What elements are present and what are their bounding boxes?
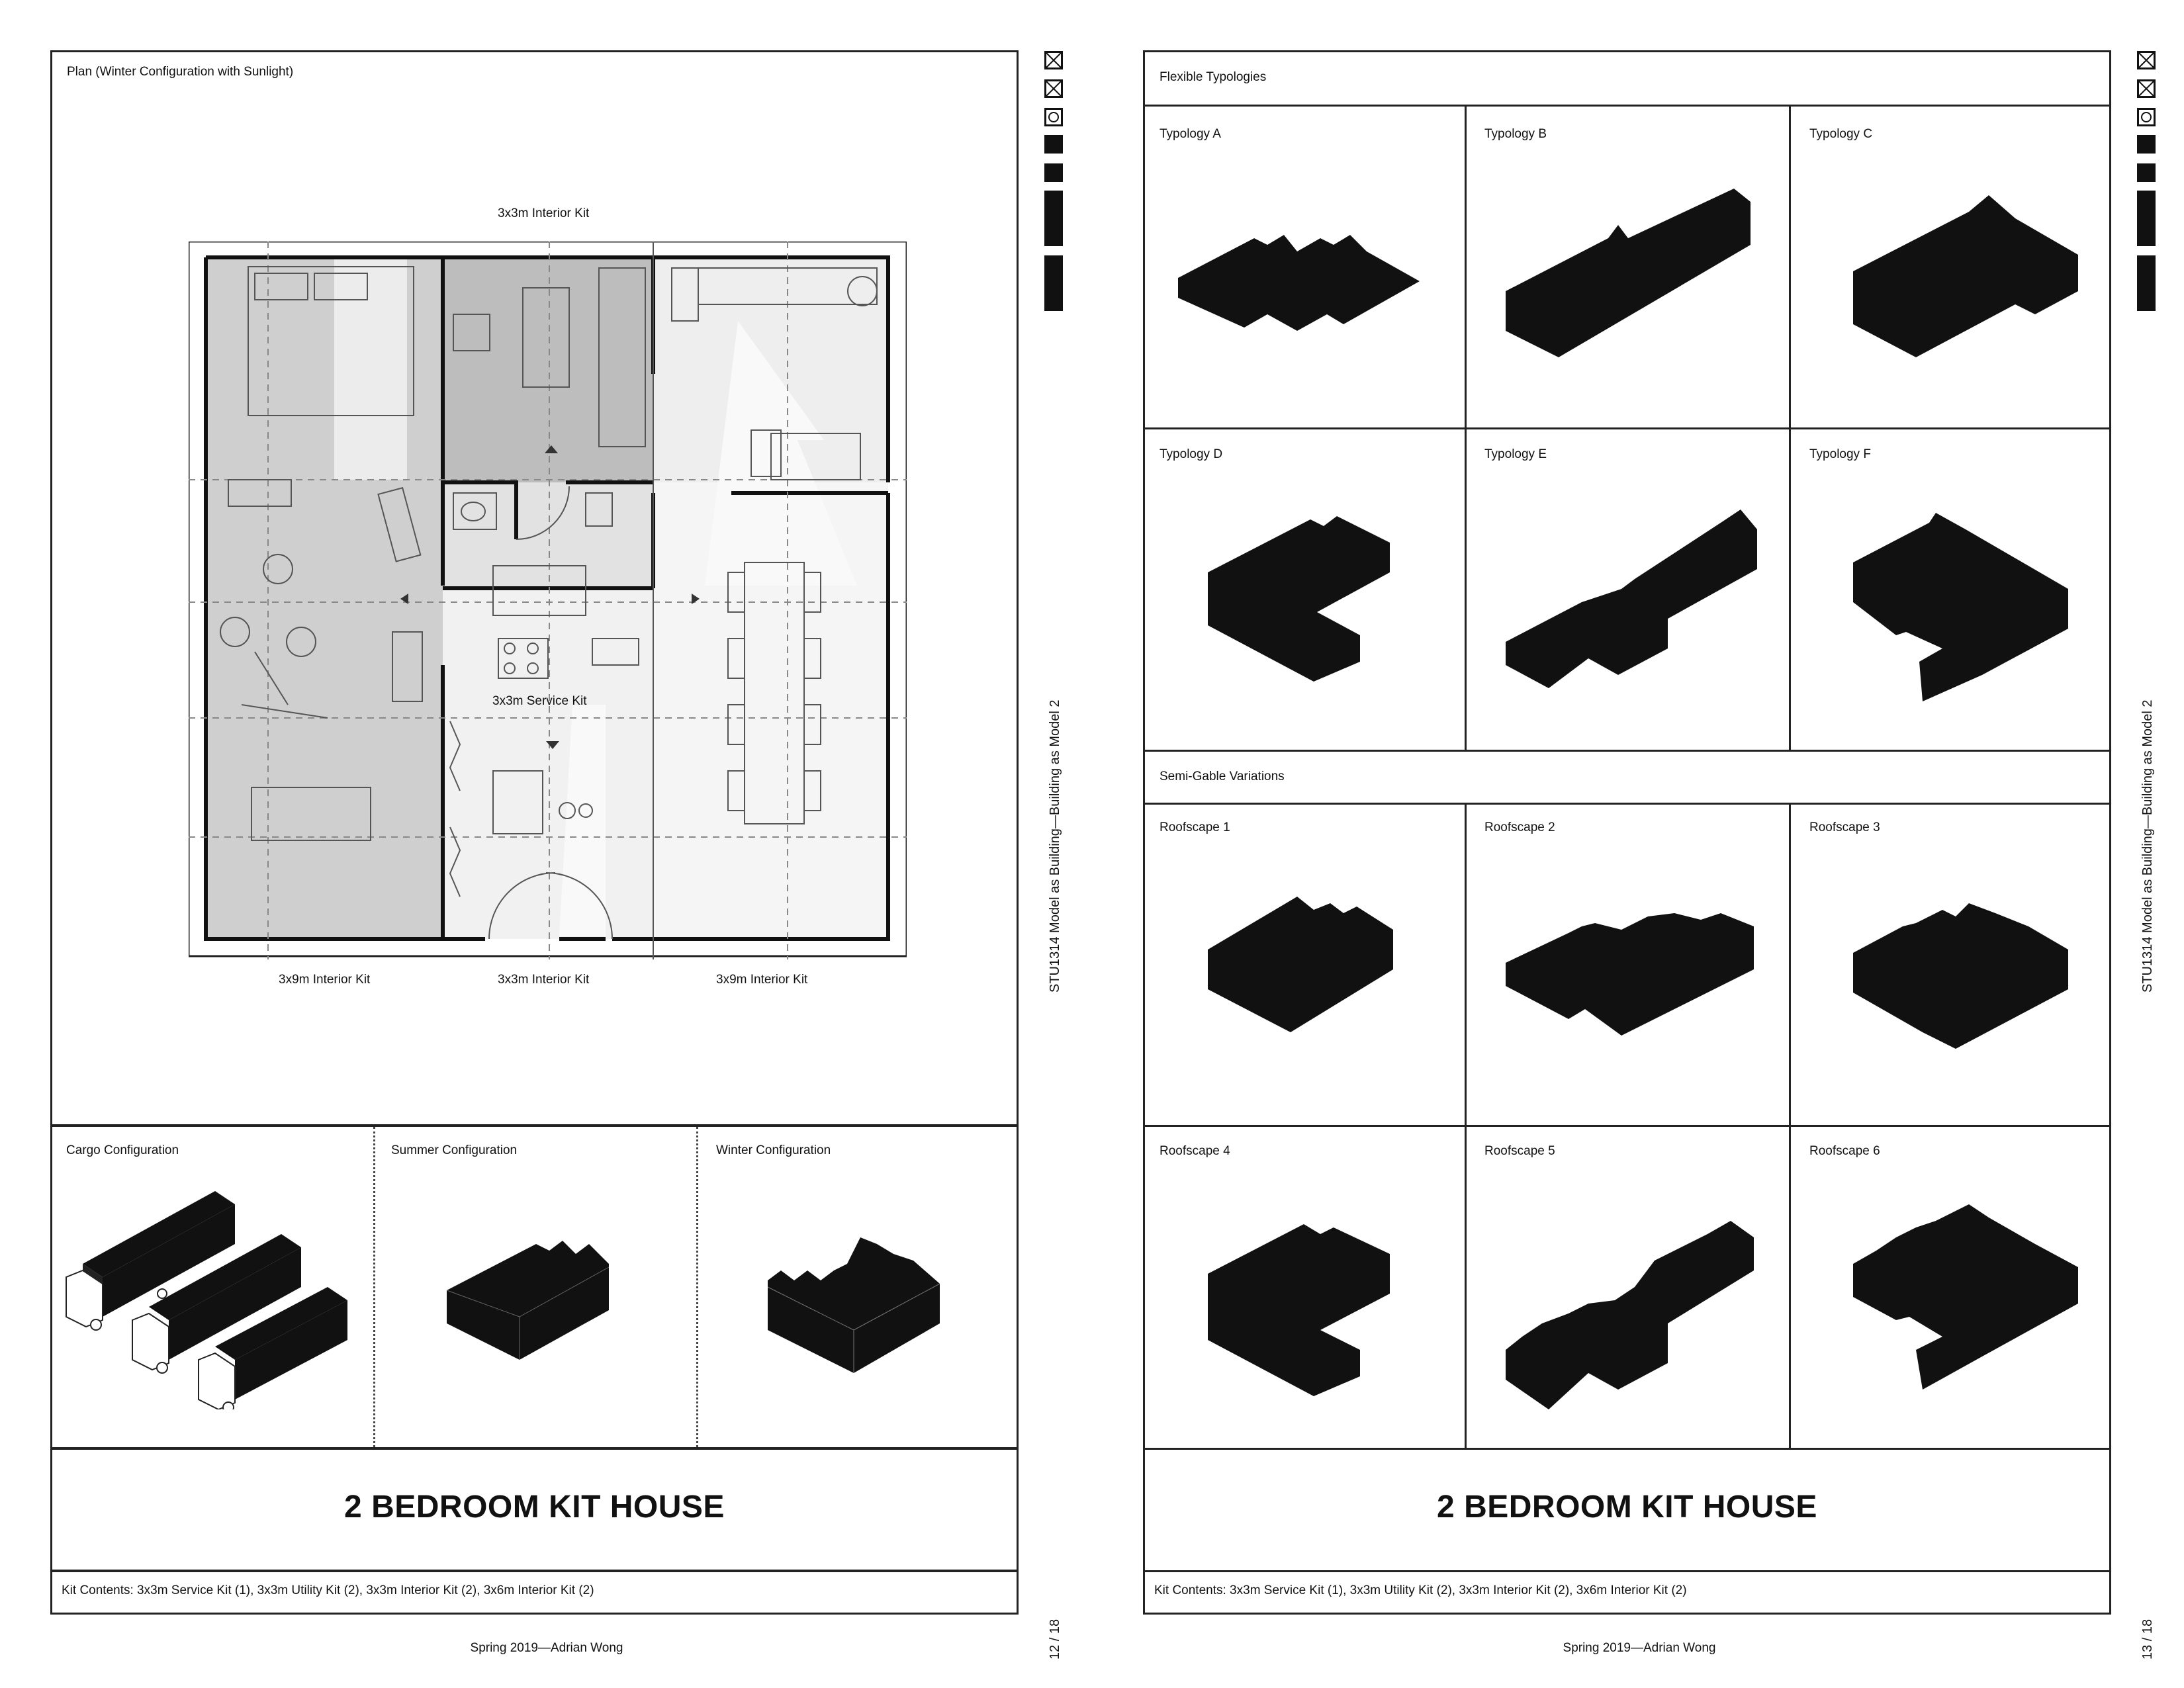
config-label-winter: Winter Configuration [716,1143,831,1157]
circle-icon [1044,108,1063,126]
roofscape-4-model [1205,1221,1403,1399]
kit-contents: Kit Contents: 3x3m Service Kit (1), 3x3m Utility Kit (2), 3x3m Interior Kit (2), 3x6m Interior Kit (2) [1154,1583,1687,1597]
plan-caption: Plan (Winter Configuration with Sunlight) [67,65,294,79]
filled-bar-icon [1044,255,1063,311]
filled-square-icon [1044,135,1063,154]
roofscape-label: Roofscape 4 [1160,1144,1230,1158]
summer-config-model [443,1224,629,1383]
roofscape-label: Roofscape 3 [1809,821,1880,834]
roofscape-3-model [1850,897,2075,1055]
plan-label-service: 3x3m Service Kit [492,694,587,708]
divider [1143,1125,2111,1127]
roofscape-label: Roofscape 1 [1160,821,1230,834]
roofscape-label: Roofscape 5 [1484,1144,1555,1158]
plan-label-top: 3x3m Interior Kit [498,206,590,220]
roofscape-label: Roofscape 2 [1484,821,1555,834]
typology-d-model [1205,513,1410,685]
checkbox-x-icon [2137,79,2156,98]
config-label-summer: Summer Configuration [391,1143,518,1157]
checkbox-x-icon [2137,51,2156,69]
typology-c-model [1850,192,2088,357]
typology-a-model [1175,205,1433,337]
divider [1143,1448,2111,1450]
section-title-semi-gable: Semi-Gable Variations [1160,770,1285,783]
page-number: 13 / 18 [2140,1619,2155,1660]
typology-label: Typology D [1160,447,1223,461]
plan-label-bottom-center: 3x3m Interior Kit [498,973,590,987]
divider [1143,1570,2111,1572]
filled-square-icon [2137,135,2156,154]
roofscape-label: Roofscape 6 [1809,1144,1880,1158]
cargo-trucks-illustration [63,1184,367,1409]
divider [1143,105,2111,107]
page-title: 2 BEDROOM KIT HOUSE [344,1489,725,1525]
plan-label-bottom-right: 3x9m Interior Kit [716,973,808,987]
typology-b-model [1502,185,1760,357]
page-title: 2 BEDROOM KIT HOUSE [1437,1489,1817,1525]
config-divider [696,1127,698,1447]
checkbox-x-icon [1044,51,1063,69]
typology-label: Typology C [1809,127,1873,141]
divider [1143,427,2111,429]
kit-contents: Kit Contents: 3x3m Service Kit (1), 3x3m Utility Kit (2), 3x3m Interior Kit (2), 3x6m Interior Kit (2) [62,1583,594,1597]
footer-credit: Spring 2019—Adrian Wong [1563,1641,1716,1655]
divider [1143,750,2111,752]
checkbox-x-icon [1044,79,1063,98]
side-course-text: STU1314 Model as Building—Building as Model 2 [2140,699,2155,993]
typology-label: Typology E [1484,447,1547,461]
config-label-cargo: Cargo Configuration [66,1143,179,1157]
filled-square-icon [1044,163,1063,182]
plan-label-bottom-left: 3x9m Interior Kit [279,973,371,987]
roofscape-5-model [1502,1191,1767,1416]
footer-credit: Spring 2019—Adrian Wong [470,1641,623,1655]
divider [1143,803,2111,805]
side-course-text: STU1314 Model as Building—Building as Model 2 [1048,699,1062,993]
circle-icon [2137,108,2156,126]
typology-label: Typology F [1809,447,1871,461]
roofscape-6-model [1850,1191,2088,1403]
winter-config-model [761,1218,953,1383]
typology-e-model [1502,496,1760,695]
filled-bar-icon [1044,191,1063,246]
roofscape-1-model [1205,890,1403,1042]
typology-label: Typology B [1484,127,1547,141]
roofscape-2-model [1502,910,1767,1042]
typology-label: Typology A [1160,127,1221,141]
filled-bar-icon [2137,255,2156,311]
section-title-typologies: Flexible Typologies [1160,70,1267,84]
filled-square-icon [2137,163,2156,182]
config-divider [373,1127,375,1447]
typology-f-model [1850,510,2075,701]
page-number: 12 / 18 [1048,1619,1062,1660]
filled-bar-icon [2137,191,2156,246]
floor-plan-drawing [189,242,907,959]
